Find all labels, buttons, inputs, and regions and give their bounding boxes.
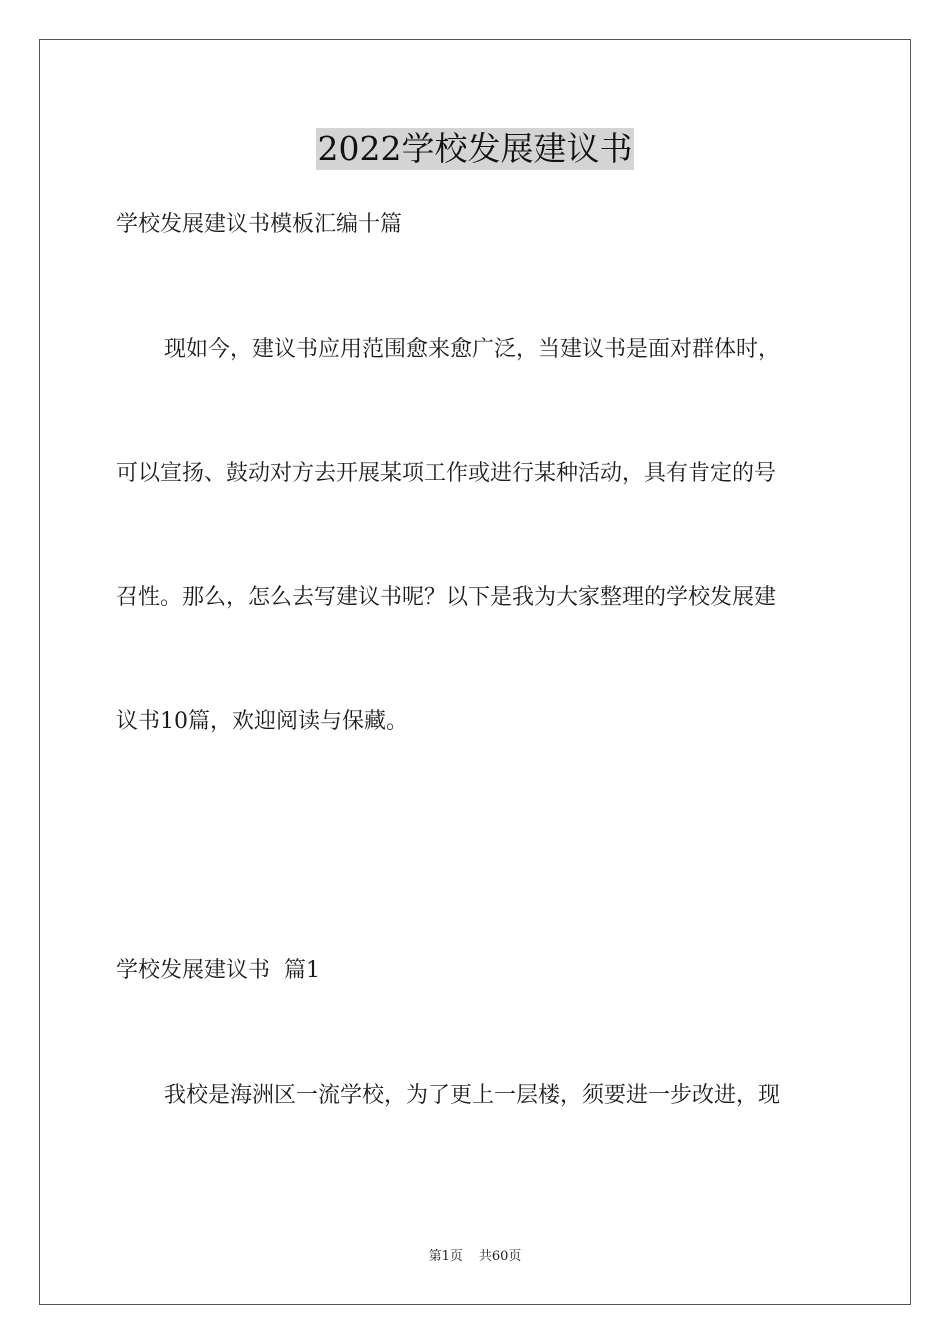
intro-line-1: 现如今，建议书应用范围愈来愈广泛，当建议书是面对群体时， [164, 337, 781, 362]
title-container [0, 128, 950, 170]
page-total: 共60页 [478, 1249, 522, 1264]
intro-line-4: 议书10篇，欢迎阅读与保藏。 [116, 709, 408, 734]
intro-line-2: 可以宣扬、鼓动对方去开展某项工作或进行某种活动，具有肯定的号 [116, 461, 777, 486]
section-heading: 学校发展建议书 篇1 [116, 958, 320, 983]
page-footer [0, 1248, 950, 1266]
document-title: 2022学校发展建议书 [317, 129, 633, 168]
intro-line-3: 召性。那么，怎么去写建议书呢？以下是我为大家整理的学校发展建 [116, 585, 777, 610]
page-number: 第1页 [428, 1249, 463, 1264]
section-line-1: 我校是海洲区一流学校，为了更上一层楼，须要进一步改进，现 [164, 1083, 781, 1108]
document-subtitle: 学校发展建议书模板汇编十篇 [116, 212, 403, 237]
